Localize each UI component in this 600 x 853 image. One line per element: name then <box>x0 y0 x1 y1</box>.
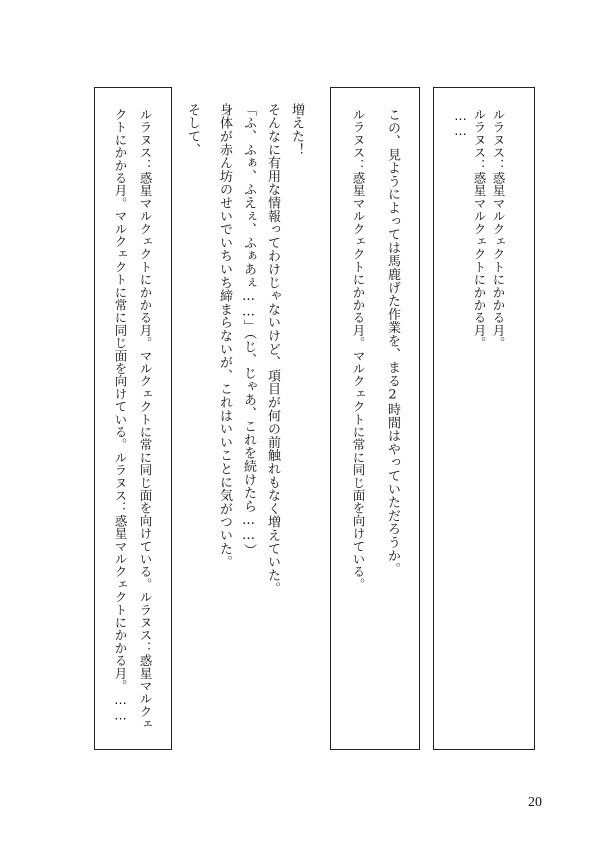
box-left-line-2: クトにかかる月。マルクェクトに常に同じ面を向けている。ルラヌス：惑星マルクェクトにかかる月。…… <box>113 108 128 723</box>
status-box-left <box>94 87 172 750</box>
box-right-line-2: ルラヌス：惑星マルクェクトにかかる月。 <box>472 108 487 350</box>
box-middle-line-2: ルラヌス：惑星マルクェクトにかかる月。マルクェクトに常に同じ面を向けている。 <box>351 108 366 591</box>
narrative-line-5: そして、 <box>185 103 200 157</box>
narrative-line-1: 増えた！ <box>289 103 304 157</box>
box-left-line-1: ルラヌス：惑星マルクェクトにかかる月。マルクェクトに常に同じ面を向けている。ルラヌス：惑星マルクェ <box>138 108 153 731</box>
box-middle-line-1: この、見ようによっては馬鹿げた作業を、まる2時間はやっていただろうか。 <box>385 108 400 576</box>
status-box-right <box>433 87 535 750</box>
status-box-middle <box>330 87 420 750</box>
narrative-line-4: 身体が赤ん坊のせいでいちいち締まらないが、これはいいことに気がついた。 <box>217 103 232 569</box>
page-number: 20 <box>528 795 542 810</box>
box-right-line-1: ルラヌス：惑星マルクェクトにかかる月。 <box>491 108 506 350</box>
narrative-line-3: 「ふ、ふぁ、ふえぇ、ふぁあぇ……」（じ、じゃあ、これを続けたら……） <box>241 103 256 557</box>
box-right-line-3: …… <box>453 108 468 139</box>
narrative-line-2: そんなに有用な情報ってわけじゃないけど、項目が何の前触れもなく増えていた。 <box>265 103 280 596</box>
